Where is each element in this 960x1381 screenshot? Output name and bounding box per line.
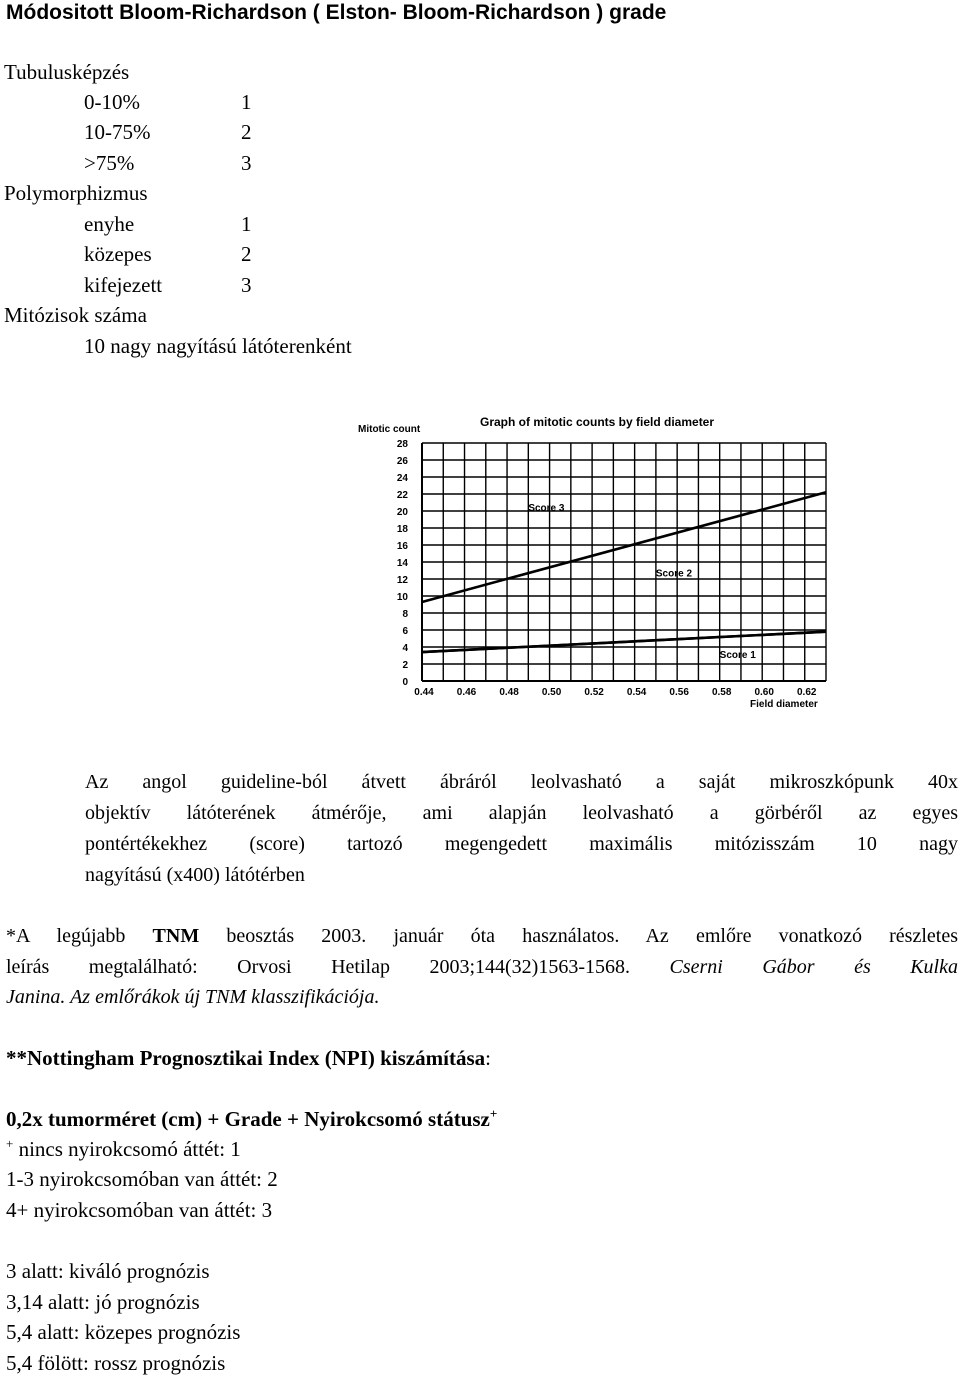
mitosis-note: 10 nagy nagyítású látóterenként	[84, 334, 352, 358]
section-label-mitozis: Mitózisok száma	[4, 303, 147, 327]
y-tick-label: 14	[396, 558, 408, 569]
criteria-row-score: 2	[241, 242, 252, 266]
tnm-line-1: *A legújabb TNM beosztás 2003. január óta használatos. Az emlőre vonatkozó részletes	[6, 925, 958, 947]
y-tick-label: 4	[402, 643, 408, 654]
series-label: Score 3	[528, 503, 565, 514]
x-tick-label: 0.58	[711, 687, 732, 698]
section-label-tubulus: Tubulusképzés	[4, 60, 130, 84]
series-label: Score 1	[719, 650, 756, 662]
y-tick-label: 26	[396, 456, 408, 467]
prognosis-item: 5,4 fölött: rossz prognózis	[6, 1351, 226, 1375]
criteria-row-score: 3	[241, 151, 252, 175]
y-tick-label: 18	[396, 524, 408, 535]
npi-formula: 0,2x tumorméret (cm) + Grade + Nyirokcsomó státusz+	[6, 1106, 498, 1131]
y-tick-label: 16	[396, 541, 408, 552]
page-title: Módositott Bloom-Richardson ( Elston- Bloom-Richardson ) grade	[6, 1, 667, 24]
node-status-item: 4+ nyirokcsomóban van áttét: 3	[6, 1198, 273, 1222]
criteria-row-score: 1	[241, 90, 252, 114]
y-tick-label: 8	[402, 609, 408, 620]
y-tick-label: 24	[396, 473, 408, 484]
y-tick-label: 10	[396, 592, 408, 603]
y-tick-labels	[397, 439, 409, 688]
y-tick-label: 6	[402, 626, 408, 637]
chart-grid	[422, 443, 826, 681]
paragraph-line: objektív látóterének átmérője, ami alapján leolvasható a görbéről az egyes	[85, 802, 958, 824]
series-label: Score 2	[655, 568, 693, 580]
y-tick-label: 2	[402, 660, 408, 671]
criteria-row-name: 10-75%	[84, 120, 151, 144]
y-tick-label: 12	[396, 575, 408, 586]
x-tick-label: 0.46	[456, 687, 477, 698]
criteria-row-score: 2	[241, 120, 252, 144]
criteria-row-score: 3	[241, 273, 252, 297]
series-line	[422, 632, 826, 652]
tnm-line-2: leírás megtalálható: Orvosi Hetilap 2003;144(32)1563-1568. Cserni Gábor és Kulka	[6, 956, 958, 978]
x-tick-label: 0.56	[669, 687, 689, 698]
tnm-abbrev: TNM	[152, 925, 200, 947]
y-tick-label: 0	[402, 677, 408, 688]
paragraph-line: Az angol guideline-ból átvett ábráról leolvasható a saját mikroszkópunk 40x	[85, 771, 958, 793]
y-tick-label: 28	[396, 439, 408, 450]
series-lines	[422, 492, 826, 652]
criteria-row-score: 1	[241, 212, 252, 236]
x-tick-label: 0.60	[754, 687, 774, 698]
x-tick-label: 0.52	[584, 687, 604, 698]
prognosis-item: 3 alatt: kiváló prognózis	[6, 1259, 210, 1283]
mitotic-count-chart	[330, 400, 850, 730]
prognosis-item: 3,14 alatt: jó prognózis	[6, 1290, 200, 1314]
criteria-row-name: enyhe	[84, 212, 135, 236]
citation-authors: Cserni Gábor és Kulka	[669, 956, 958, 978]
x-tick-label: 0.50	[541, 687, 562, 698]
citation-title: Janina. Az emlőrákok új TNM klasszifikációja.	[6, 986, 380, 1008]
x-tick-label: 0.44	[414, 687, 434, 698]
y-tick-label: 22	[396, 490, 408, 501]
criteria-row-name: >75%	[84, 151, 135, 175]
criteria-row-name: kifejezett	[84, 273, 163, 297]
prognosis-item: 5,4 alatt: közepes prognózis	[6, 1320, 241, 1344]
section-label-polymorphizmus: Polymorphizmus	[4, 181, 148, 205]
node-status-item: 1-3 nyirokcsomóban van áttét: 2	[6, 1167, 278, 1191]
node-status-item: + nincs nyirokcsomó áttét: 1	[6, 1136, 241, 1161]
x-tick-label: 0.48	[499, 687, 519, 698]
criteria-row-name: közepes	[84, 242, 152, 266]
paragraph-line: pontértékekhez (score) tartozó megengedett maximális mitózisszám 10 nagy	[85, 833, 958, 855]
x-tick-label: 0.62	[797, 687, 817, 698]
criteria-row-name: 0-10%	[84, 90, 140, 114]
x-tick-labels	[414, 687, 817, 698]
y-tick-label: 20	[396, 507, 408, 518]
npi-heading: **Nottingham Prognosztikai Index (NPI) kiszámítása:	[6, 1046, 491, 1070]
paragraph-line: nagyítású (x400) látótérben	[85, 864, 305, 886]
x-axis-label: Field diameter	[750, 699, 818, 710]
x-tick-label: 0.54	[626, 687, 647, 698]
series-line	[422, 492, 826, 602]
y-axis-label: Mitotic count	[358, 424, 421, 435]
chart-title: Graph of mitotic counts by field diameter	[480, 415, 715, 429]
